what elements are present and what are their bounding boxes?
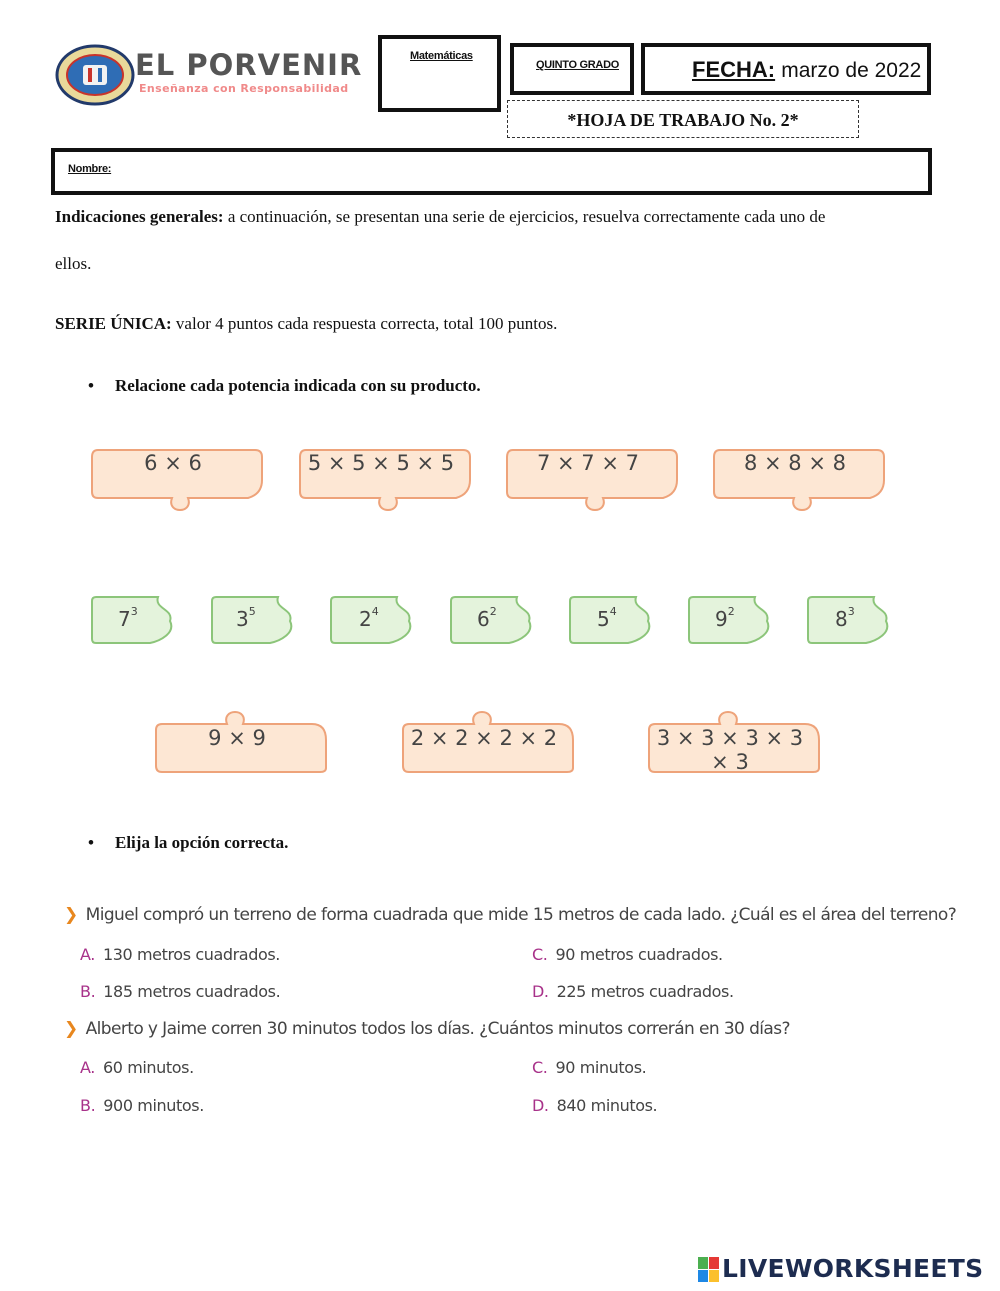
power-base: 3 bbox=[236, 607, 249, 631]
series-text: valor 4 puntos cada respuesta correcta, total 100 puntos. bbox=[171, 314, 558, 333]
power-piece[interactable] bbox=[568, 595, 654, 645]
exercise1-text: Relacione cada potencia indicada con su producto. bbox=[115, 376, 481, 395]
power-exponent: 5 bbox=[248, 605, 256, 619]
power-piece[interactable] bbox=[687, 595, 773, 645]
product-piece[interactable] bbox=[505, 448, 683, 516]
question-text: Alberto y Jaime corren 30 minutos todos los días. ¿Cuántos minutos correrán en 30 días? bbox=[85, 1019, 790, 1039]
option-text: 900 minutos. bbox=[103, 1096, 204, 1115]
series-line bbox=[55, 314, 557, 334]
product-label: 7 × 7 × 7 bbox=[537, 451, 639, 475]
instructions-line2: ellos. bbox=[55, 254, 92, 273]
exercise2-text: Elija la opción correcta. bbox=[115, 833, 289, 852]
question-2 bbox=[64, 1019, 790, 1039]
power-exponent: 2 bbox=[727, 605, 735, 619]
question-text: Miguel compró un terreno de forma cuadrada que mide 15 metros de cada lado. ¿Cuál es el área del terreno? bbox=[85, 905, 957, 925]
power-exponent: 4 bbox=[609, 605, 617, 619]
option-letter: D. bbox=[532, 1096, 549, 1115]
liveworksheets-logo-icon bbox=[698, 1257, 720, 1283]
power-exponent: 2 bbox=[489, 605, 497, 619]
option-d[interactable] bbox=[532, 982, 734, 1001]
question-1 bbox=[64, 905, 956, 925]
product-label: 3 × 3 × 3 × 3 × 3 bbox=[656, 726, 804, 774]
power-base: 7 bbox=[118, 607, 131, 631]
product-piece[interactable] bbox=[154, 706, 332, 776]
option-text: 130 metros cuadrados. bbox=[102, 945, 280, 964]
power-base: 2 bbox=[359, 607, 372, 631]
option-b[interactable] bbox=[80, 1096, 204, 1115]
name-field[interactable] bbox=[51, 148, 932, 195]
series-label: SERIE ÚNICA: bbox=[55, 314, 172, 333]
power-exponent: 3 bbox=[130, 605, 138, 619]
grade-box bbox=[510, 43, 634, 95]
option-c[interactable] bbox=[532, 945, 723, 964]
power-piece[interactable] bbox=[329, 595, 415, 645]
instructions-label: Indicaciones generales: bbox=[55, 207, 224, 226]
liveworksheets-logo bbox=[698, 1257, 720, 1283]
product-piece[interactable] bbox=[712, 448, 890, 516]
product-label: 2 × 2 × 2 × 2 bbox=[410, 726, 558, 750]
option-d[interactable] bbox=[532, 1096, 657, 1115]
option-b[interactable] bbox=[80, 982, 280, 1001]
product-label: 5 × 5 × 5 × 5 bbox=[307, 451, 455, 475]
instructions-line1 bbox=[55, 207, 825, 227]
power-exponent: 3 bbox=[847, 605, 855, 619]
power-base: 6 bbox=[477, 607, 490, 631]
option-letter: B. bbox=[80, 982, 96, 1001]
date-label: FECHA: bbox=[692, 57, 776, 82]
worksheet-title: *HOJA DE TRABAJO No. 2* bbox=[567, 110, 799, 130]
name-label: Nombre: bbox=[68, 163, 112, 175]
puzzle-area bbox=[0, 440, 1000, 780]
arrow-icon: ❯ bbox=[64, 1019, 78, 1039]
option-text: 225 metros cuadrados. bbox=[556, 982, 734, 1001]
instructions-text: a continuación, se presentan una serie de ejercicios, resuelva correctamente cada uno de bbox=[223, 207, 826, 226]
bullet-dot: • bbox=[88, 833, 94, 852]
power-base: 9 bbox=[715, 607, 728, 631]
subject-box bbox=[378, 35, 501, 112]
product-piece[interactable] bbox=[647, 706, 825, 776]
power-base: 5 bbox=[597, 607, 610, 631]
option-text: 90 metros cuadrados. bbox=[555, 945, 723, 964]
school-slogan: Enseñanza con Responsabilidad bbox=[139, 82, 349, 95]
date-value: marzo de 2022 bbox=[781, 59, 922, 82]
option-letter: C. bbox=[532, 945, 548, 964]
option-a[interactable] bbox=[80, 945, 280, 964]
subject-label: Matemáticas bbox=[410, 50, 473, 62]
option-a[interactable] bbox=[80, 1058, 194, 1077]
product-label: 8 × 8 × 8 bbox=[744, 451, 846, 475]
grade-label: QUINTO GRADO bbox=[536, 59, 619, 71]
option-letter: B. bbox=[80, 1096, 96, 1115]
school-name: EL PORVENIR bbox=[135, 48, 363, 82]
option-text: 90 minutos. bbox=[555, 1058, 647, 1077]
liveworksheets-brand: LIVEWORKSHEETS bbox=[722, 1254, 984, 1283]
power-base: 8 bbox=[835, 607, 848, 631]
product-piece[interactable] bbox=[401, 706, 579, 776]
option-text: 840 minutos. bbox=[556, 1096, 658, 1115]
power-piece[interactable] bbox=[806, 595, 892, 645]
product-label: 9 × 9 bbox=[208, 726, 266, 750]
option-c[interactable] bbox=[532, 1058, 646, 1077]
option-letter: C. bbox=[532, 1058, 548, 1077]
bullet-dot: • bbox=[88, 376, 94, 395]
school-logo bbox=[55, 44, 365, 106]
school-seal-icon bbox=[55, 44, 135, 106]
power-piece[interactable] bbox=[449, 595, 535, 645]
option-letter: A. bbox=[80, 945, 95, 964]
option-letter: A. bbox=[80, 1058, 95, 1077]
worksheet-title-box bbox=[507, 100, 859, 138]
arrow-icon: ❯ bbox=[64, 905, 78, 925]
product-label: 6 × 6 bbox=[144, 451, 202, 475]
option-text: 185 metros cuadrados. bbox=[103, 982, 281, 1001]
option-text: 60 minutos. bbox=[102, 1058, 194, 1077]
power-exponent: 4 bbox=[371, 605, 379, 619]
option-letter: D. bbox=[532, 982, 549, 1001]
power-piece[interactable] bbox=[90, 595, 176, 645]
date-box bbox=[641, 43, 931, 95]
power-piece[interactable] bbox=[210, 595, 296, 645]
product-piece[interactable] bbox=[90, 448, 268, 516]
product-piece[interactable] bbox=[298, 448, 476, 516]
